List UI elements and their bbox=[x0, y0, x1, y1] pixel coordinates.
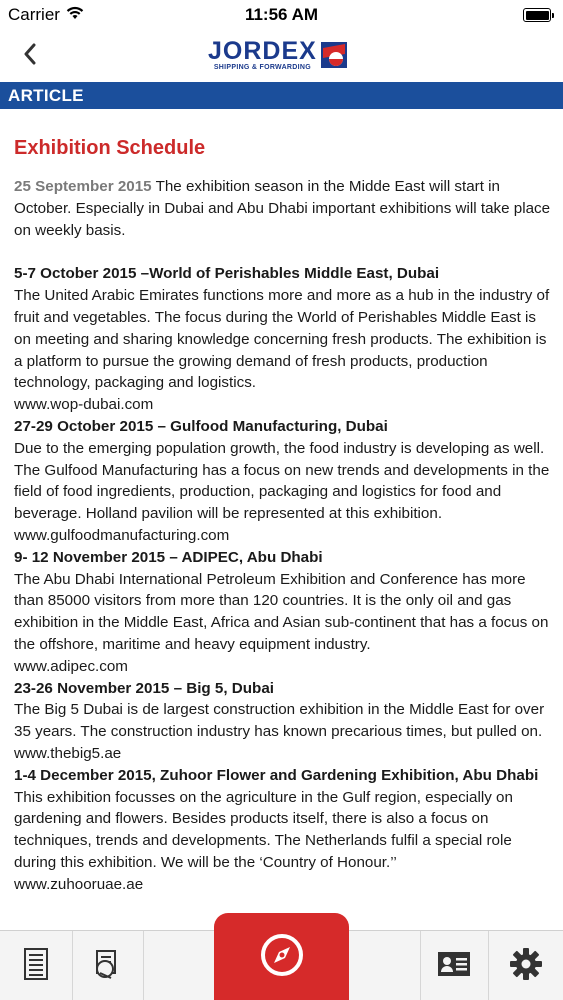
chevron-left-icon bbox=[23, 43, 37, 70]
event-body: The Abu Dhabi International Petroleum Exhibition and Conference has more than 85000 visitors from more than 120 countries. It is the only oil and gas exhibition in the Middle East, Africa and Asian sub-continent that has a focus on the offshore, maritime and heavy equipment industry. bbox=[14, 570, 549, 653]
event-heading: 5-7 October 2015 –World of Perishables Middle East, Dubai bbox=[14, 265, 440, 283]
brochure-icon bbox=[91, 947, 125, 986]
tab-news[interactable] bbox=[0, 931, 72, 1000]
contact-card-icon bbox=[437, 951, 471, 982]
jordex-logo bbox=[208, 38, 358, 78]
event-item bbox=[14, 678, 554, 765]
status-time: 11:56 AM bbox=[244, 5, 319, 24]
event-heading: 9- 12 November 2015 – ADIPEC, Abu Dhabi bbox=[14, 548, 323, 566]
event-heading: 1-4 December 2015, Zuhoor Flower and Gardening Exhibition, Abu Dhabi bbox=[14, 766, 539, 784]
article-content bbox=[14, 134, 554, 896]
status-left bbox=[8, 5, 84, 25]
event-link[interactable]: www.thebig5.ae bbox=[14, 744, 122, 762]
event-link[interactable]: www.zuhooruae.ae bbox=[14, 875, 144, 893]
event-item bbox=[14, 765, 554, 896]
logo-subtext: SHIPPING & FORWARDING bbox=[213, 64, 311, 71]
battery-icon bbox=[523, 8, 551, 22]
event-item bbox=[14, 416, 554, 547]
event-heading: 23-26 November 2015 – Big 5, Dubai bbox=[14, 679, 274, 697]
article-date: 25 September 2015 bbox=[14, 178, 152, 195]
status-bar bbox=[0, 0, 563, 30]
event-heading: 27-29 October 2015 – Gulfood Manufacturing, Dubai bbox=[14, 417, 388, 435]
article-intro-text: The exhibition season in the Midde East will start in October. Especially in Dubai and Abu Dhabi important exhibitions will take place on weekly basis. bbox=[14, 178, 551, 239]
tab-settings[interactable] bbox=[489, 931, 563, 1000]
tab-bar bbox=[0, 930, 563, 1000]
event-body: Due to the emerging population growth, the food industry is developing as well. The Gulfood Manufacturing has a focus on new trends and developments in the field of food ingredients, production, packaging and logistics for food and beverage. Holland pavilion will be represented at this exhibition. bbox=[14, 439, 550, 523]
tab-brochure[interactable] bbox=[73, 931, 143, 1000]
article-intro bbox=[14, 176, 554, 241]
event-link[interactable]: www.adipec.com bbox=[14, 657, 128, 675]
nav-bar bbox=[0, 30, 563, 82]
back-button[interactable] bbox=[10, 36, 50, 76]
event-item bbox=[14, 547, 554, 678]
logo-text: JORDEX bbox=[208, 37, 317, 65]
tab-contact[interactable] bbox=[421, 931, 487, 1000]
event-link[interactable]: www.gulfoodmanufacturing.com bbox=[14, 526, 230, 544]
event-body: The United Arabic Emirates functions more and more as a hub in the industry of fruit and vegetables. The focus during the World of Perishables Middle East is on meeting and sharing knowledge concerning fresh products. The exhibition is a platform to pursue the growing demand of fresh products, production technology, packaging and logistics. bbox=[14, 287, 550, 392]
news-list-icon bbox=[23, 947, 49, 986]
compass-icon bbox=[259, 932, 305, 983]
event-body: The Big 5 Dubai is de largest construction exhibition in the Middle East for over 35 years. The construction industry has known precarious times, but pulled on. bbox=[14, 701, 545, 741]
wifi-icon bbox=[66, 5, 84, 25]
section-bar: ARTICLE bbox=[0, 82, 563, 109]
tab-explore[interactable] bbox=[214, 913, 349, 1000]
event-item bbox=[14, 263, 554, 416]
event-body: This exhibition focusses on the agriculture in the Gulf region, especially on gardening and flowers. Besides products itself, there is also a focus on techniques, trends and developments. The Netherlands fulfil a special role during this exhibition. We will be the ‘Country of Honour.’’ bbox=[14, 788, 513, 871]
article-title: Exhibition Schedule bbox=[14, 137, 206, 159]
gear-icon bbox=[509, 947, 543, 986]
carrier-label: Carrier bbox=[8, 5, 60, 24]
logo-mark-icon bbox=[319, 40, 349, 75]
event-link[interactable]: www.wop-dubai.com bbox=[14, 396, 154, 414]
